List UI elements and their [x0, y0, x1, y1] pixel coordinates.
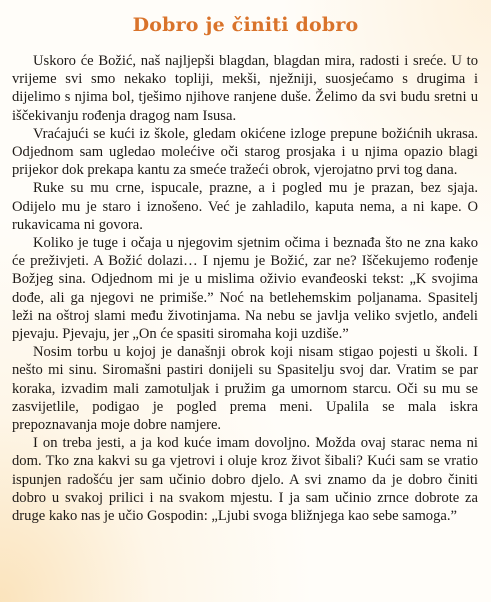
- paragraph: Nosim torbu u kojoj je današnji obrok koji nisam stigao pojesti u školi. I nešto mi sinu. Siromašni pastiri donijeli su Spasitelju svoj dar. Vratim se par koraka, izvadim mali zamotuljak i pružim ga umornom starcu. Oči su mu se zasvijetlile, podigao je pogled prema meni. Upalila se mala iskra prepoznavanja moje dobre namjere.: [12, 344, 478, 434]
- page-title: Dobro je činiti dobro: [132, 14, 359, 36]
- story-body: [12, 52, 478, 525]
- paragraph: Uskoro će Božić, naš najljepši blagdan, blagdan mira, radosti i sreće. U to vrijeme svi smo nekako topliji, mekši, nježniji, suosjećamo s drugima i dijelimo s njima bol, tješimo njihove ranjene duše. Želimo da svi budu sretni u iščekivanju rođenja dragog nam Isusa.: [12, 53, 478, 124]
- paragraph: Vraćajući se kući iz škole, gledam okićene izloge prepune božićnih ukrasa. Odjednom sam ugledao molećive oči starog prosjaka i u njima opazio blagi prijekor dok prekapa kantu za smeće tražeći obrok, vjerojatno prvi tog dana.: [12, 125, 478, 179]
- paragraph: I on treba jesti, a ja kod kuće imam dovoljno. Možda ovaj starac nema ni dom. Tko zna kakvi su ga vjetrovi i oluje kroz život šibali? Kući sam se vratio ispunjen radošću jer sam učinio dobro djelo. A svi znamo da je dobro činiti dobro u svakoj prilici i na svakom mjestu. I ja sam učinio zrnce dobrote za druge kako nas je učio Gospodin: „Ljubi svoga bližnjega kao sebe samoga.”: [12, 435, 478, 525]
- paragraph: Ruke su mu crne, ispucale, prazne, a i pogled mu je prazan, bez sjaja. Odijelo mu je staro i iznošeno. Već je zahladilo, kaputa nema, a ni kape. O rukavicama ni govora.: [12, 180, 478, 233]
- paragraph: Koliko je tuge i očaja u njegovim sjetnim očima i beznađa što ne zna kako će preživjeti. A Božić dolazi… I njemu je Božić, zar ne? Iščekujemo rođenje Božjeg sina. Odjednom mi je u mislima oživio evanđeoski tekst: „K svojima dođe, ali ga njegovi ne primiše.” Noć na betlehemskim poljanama. Spasitelj leži na oštroj slami među životinjama. Na nebu se javlja veliko svjetlo, anđeli pjevaju. Pjevaju, jer „On će spasiti siromaha koji uzdiše.”: [12, 235, 478, 343]
